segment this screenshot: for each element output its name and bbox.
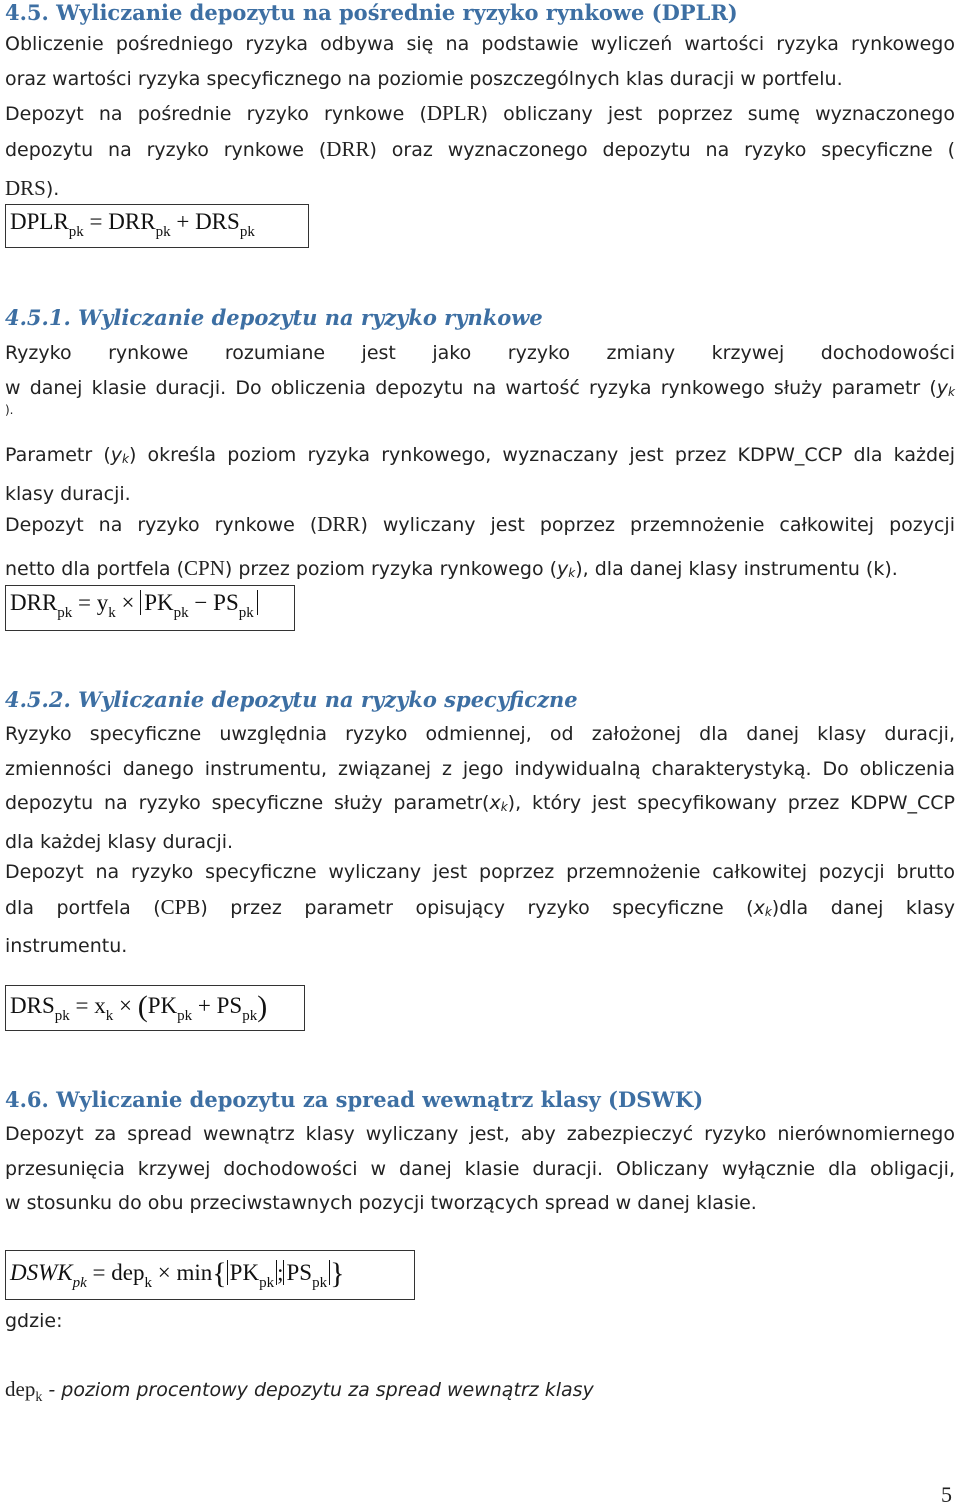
eq-separator: ; [277,1260,284,1285]
eq-subscript: k [144,1275,152,1291]
text: Depozyt na ryzyko rynkowe ( [5,514,318,536]
eq-operator: = [78,590,92,615]
text: - poziom procentowy depozytu za spread wewnątrz klasy [42,1379,594,1401]
math-symbol: CPB [160,894,201,919]
math-symbol: DRR [326,136,370,161]
text-line: dla każdej klasy duracji. [5,830,234,853]
eq-symbol: PS [216,993,243,1018]
eq-absolute-value [227,1260,277,1291]
text: ) oraz wyznaczonego depozytu na ryzyko specyficzne ( [369,138,955,161]
section-heading-4-5-2: 4.5.2. Wyliczanie depozytu na ryzyko specyficzne [5,687,578,712]
eq-symbol: DRS [195,209,240,234]
text: ) określa poziom ryzyka rynkowego, wyznaczany jest przez KDPW_CCP dla każdej [128,444,955,466]
text: Depozyt na pośrednie ryzyko rynkowe ( [5,103,427,125]
eq-symbol: PK [229,1260,260,1285]
eq-paren-close: ) [257,990,268,1023]
where-label: gdzie: [5,1310,63,1332]
math-symbol: DPLR [426,101,481,125]
eq-symbol: x [94,993,106,1018]
text-line: instrumentu. [5,935,128,957]
param-subscript: k [948,384,955,399]
text-line [5,507,955,543]
text-line: Depozyt na ryzyko specyficzne wyliczany jest poprzez przemnożenie całkowitej pozycji brutto [5,861,955,883]
param-subscript: k [500,800,508,814]
eq-subscript: pk [238,605,254,621]
eq-subscript: pk [173,605,189,621]
text: ). [45,178,60,200]
eq-operator: + [197,993,211,1018]
equation-dswk [5,1250,415,1300]
eq-operator: × [118,993,132,1018]
text-line [5,890,955,930]
eq-absolute-value [283,1260,330,1291]
paragraph-drr-definition [5,507,955,590]
text-line [5,132,955,168]
eq-paren-open: ( [137,990,148,1023]
text: dla portfela ( [5,896,161,919]
eq-subscript: pk [57,605,73,621]
math-symbol: CPN [184,555,225,580]
text-line: ). [5,403,14,417]
eq-subscript: pk [312,1275,328,1291]
eq-symbol: DRR [10,590,58,615]
eq-operator: + [176,209,190,234]
eq-symbol: DSWK [10,1260,73,1285]
text-line [5,1372,955,1416]
eq-subscript: pk [177,1008,193,1024]
param-x: x [753,896,765,919]
text-line: Ryzyko specyficzne uwzględnia ryzyko odmiennej, od założonej dla danej klasy duracji, [5,723,955,745]
eq-operator: = [92,1260,106,1285]
text-line: Obliczenie pośredniego ryzyka odbywa się na podstawie wyliczeń wartości ryzyka rynkowego [5,33,955,55]
text: ), który jest specyfikowany przez KDPW_CCP [507,792,955,814]
eq-symbol: PK [144,590,174,615]
text: depozytu na ryzyko rynkowe ( [5,138,327,161]
eq-brace-close: } [330,1257,345,1290]
eq-operator: × [121,590,135,615]
eq-subscript: pk [242,1008,258,1024]
eq-operator: × [157,1260,171,1285]
paragraph-specific-risk [5,717,955,859]
text: netto dla portfela ( [5,557,185,580]
text-line [5,438,955,477]
text-line [5,171,955,207]
param-subscript: k [764,904,772,919]
param-y: y [936,376,949,399]
section-heading-4-6: 4.6. Wyliczanie depozytu za spread wewnątrz klasy (DSWK) [5,1087,704,1112]
math-symbol: dep [5,1377,36,1401]
eq-function: min [176,1260,213,1285]
paragraph-dswk [5,1117,955,1221]
text-line [5,96,955,132]
eq-symbol: DPLR [10,209,69,234]
eq-subscript: pk [259,1275,275,1291]
eq-symbol: DRR [108,209,156,234]
eq-operator: = [75,993,89,1018]
eq-symbol: PK [147,993,178,1018]
text-line: Ryzyko rynkowe rozumiane jest jako ryzyko zmiany krzywej dochodowości [5,342,955,364]
eq-subscript: pk [68,224,84,240]
param-y: y [557,557,569,580]
paragraph-drs-definition [5,855,955,964]
param-subscript: k [122,452,129,466]
param-y: y [110,444,122,466]
math-subscript: k [35,1390,43,1405]
text: ) przez poziom ryzyka rynkowego ( [224,557,558,580]
equation-dplr [5,204,309,248]
section-heading-4-5-1: 4.5.1. Wyliczanie depozytu na ryzyko rynkowe [5,305,543,330]
param-subscript: k [568,565,576,580]
eq-symbol: PS [213,590,239,615]
eq-symbol: DRS [10,993,55,1018]
eq-subscript: pk [155,224,171,240]
text: ) obliczany jest poprzez sumę wyznaczonego [480,103,955,125]
eq-subscript: pk [239,224,255,240]
text-line: w stosunku do obu przeciwstawnych pozycji tworzących spread w danej klasie. [5,1192,757,1214]
definition-dep-k [5,1372,955,1416]
text: ), dla danej klasy instrumentu (k). [575,557,898,580]
eq-subscript: pk [54,1008,70,1024]
text-line: zmienności danego instrumentu, związanej z jego indywidualną charakterystyką. Do obliczenia [5,757,955,780]
section-heading-4-5: 4.5. Wyliczanie depozytu na pośrednie ryzyko rynkowe (DPLR) [5,0,738,25]
eq-brace-open: { [212,1257,227,1290]
param-x: x [489,792,501,814]
eq-symbol: dep [111,1260,145,1285]
equation-drs [5,985,305,1031]
eq-subscript: pk [72,1275,87,1291]
eq-subscript: k [105,1008,114,1024]
eq-symbol: PS [286,1260,313,1285]
paragraph-market-risk [5,336,955,419]
text-line: klasy duracji. [5,482,131,505]
paragraph-dplr-intro [5,27,955,96]
text: w danej klasie duracji. Do obliczenia depozytu na wartość ryzyka rynkowego służy parametr ( [5,376,937,399]
page-number: 5 [941,1482,952,1507]
eq-operator: − [194,590,208,615]
eq-operator: = [89,209,103,234]
eq-absolute-value [140,590,257,621]
text-line: Depozyt za spread wewnątrz klasy wyliczany jest, aby zabezpieczyć ryzyko nierównomiernego [5,1123,955,1145]
text: )dla danej klasy [771,896,955,919]
paragraph-dplr-definition [5,96,955,207]
paragraph-yk-parameter [5,438,955,511]
text-line: oraz wartości ryzyka specyficznego na poziomie poszczególnych klas duracji w portfelu. [5,67,843,90]
equation-drr [5,585,295,631]
text-line: przesunięcia krzywej dochodowości w danej klasie duracji. Obliczany wyłącznie dla obligacji, [5,1157,955,1180]
text: ) wyliczany jest poprzez przemnożenie całkowitej pozycji [360,514,955,536]
text: depozytu na ryzyko specyficzne służy parametr( [5,792,490,814]
eq-subscript: k [108,605,116,621]
text: Parametr ( [5,444,111,466]
eq-symbol: y [96,590,109,615]
text-line [5,371,955,410]
math-symbol: DRR [317,512,361,536]
text-line [5,786,955,825]
text: ) przez parametr opisujący ryzyko specyficzne ( [200,896,754,919]
math-symbol: DRS [5,176,46,200]
